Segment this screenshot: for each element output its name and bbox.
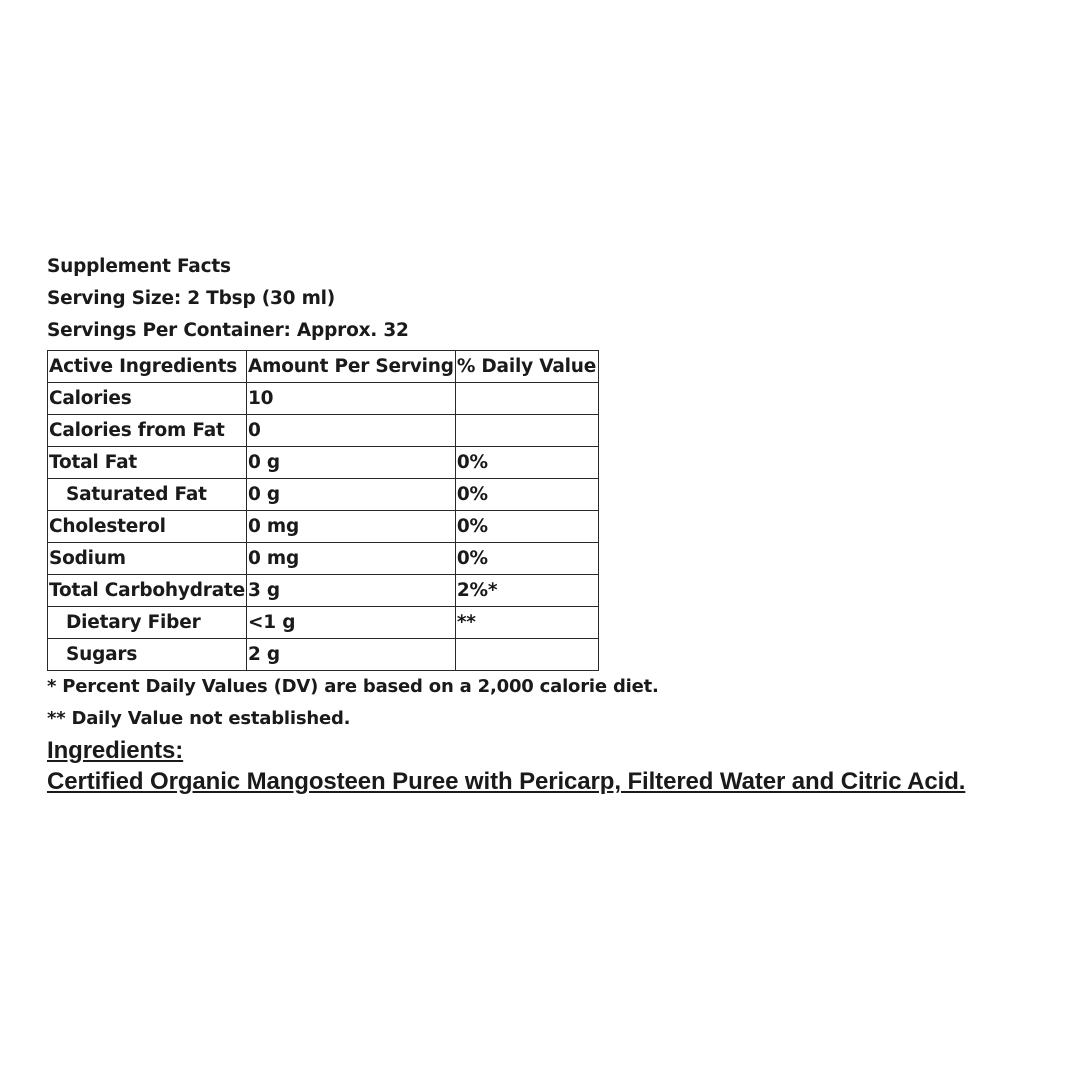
cell-amount: 2 g: [247, 639, 456, 671]
table-row: [48, 415, 599, 447]
table-row: [48, 447, 599, 479]
column-header-ingredient: Active Ingredients: [48, 351, 247, 383]
table-row: [48, 479, 599, 511]
cell-ingredient: Calories: [48, 383, 247, 415]
cell-ingredient: Cholesterol: [48, 511, 247, 543]
cell-daily-value: [455, 415, 598, 447]
cell-daily-value: 0%: [455, 447, 598, 479]
panel-title: Supplement Facts: [47, 256, 231, 277]
footnote-not-established: ** Daily Value not established.: [47, 708, 351, 729]
table-row: [48, 383, 599, 415]
cell-daily-value: [455, 383, 598, 415]
column-header-daily-value: % Daily Value: [455, 351, 598, 383]
footnote-daily-values: * Percent Daily Values (DV) are based on a 2,000 calorie diet.: [47, 676, 659, 697]
table-row: [48, 575, 599, 607]
cell-ingredient: Saturated Fat: [48, 479, 247, 511]
cell-ingredient: Sodium: [48, 543, 247, 575]
ingredients-text: Certified Organic Mangosteen Puree with Pericarp, Filtered Water and Citric Acid.: [47, 768, 966, 795]
table-row: [48, 543, 599, 575]
cell-daily-value: 0%: [455, 543, 598, 575]
supplement-facts-table: [47, 350, 599, 671]
cell-daily-value: 0%: [455, 479, 598, 511]
column-header-amount: Amount Per Serving: [247, 351, 456, 383]
cell-ingredient: Total Carbohydrate: [48, 575, 247, 607]
table-body: [48, 383, 599, 671]
cell-amount: 0 mg: [247, 511, 456, 543]
table-row: [48, 639, 599, 671]
cell-ingredient: Sugars: [48, 639, 247, 671]
table-row: [48, 607, 599, 639]
table-header-row: [48, 351, 599, 383]
cell-amount: 0 g: [247, 479, 456, 511]
ingredients-heading: Ingredients:: [47, 737, 184, 764]
cell-daily-value: 0%: [455, 511, 598, 543]
serving-size: Serving Size: 2 Tbsp (30 ml): [47, 288, 336, 309]
cell-daily-value: 2%*: [455, 575, 598, 607]
cell-amount: 0 mg: [247, 543, 456, 575]
cell-amount: 10: [247, 383, 456, 415]
cell-ingredient: Total Fat: [48, 447, 247, 479]
table-row: [48, 511, 599, 543]
cell-amount: 0 g: [247, 447, 456, 479]
cell-amount: <1 g: [247, 607, 456, 639]
cell-amount: 3 g: [247, 575, 456, 607]
cell-daily-value: [455, 639, 598, 671]
cell-ingredient: Calories from Fat: [48, 415, 247, 447]
cell-daily-value: **: [455, 607, 598, 639]
servings-per-container: Servings Per Container: Approx. 32: [47, 320, 409, 341]
supplement-facts-panel: [47, 253, 965, 797]
cell-amount: 0: [247, 415, 456, 447]
cell-ingredient: Dietary Fiber: [48, 607, 247, 639]
